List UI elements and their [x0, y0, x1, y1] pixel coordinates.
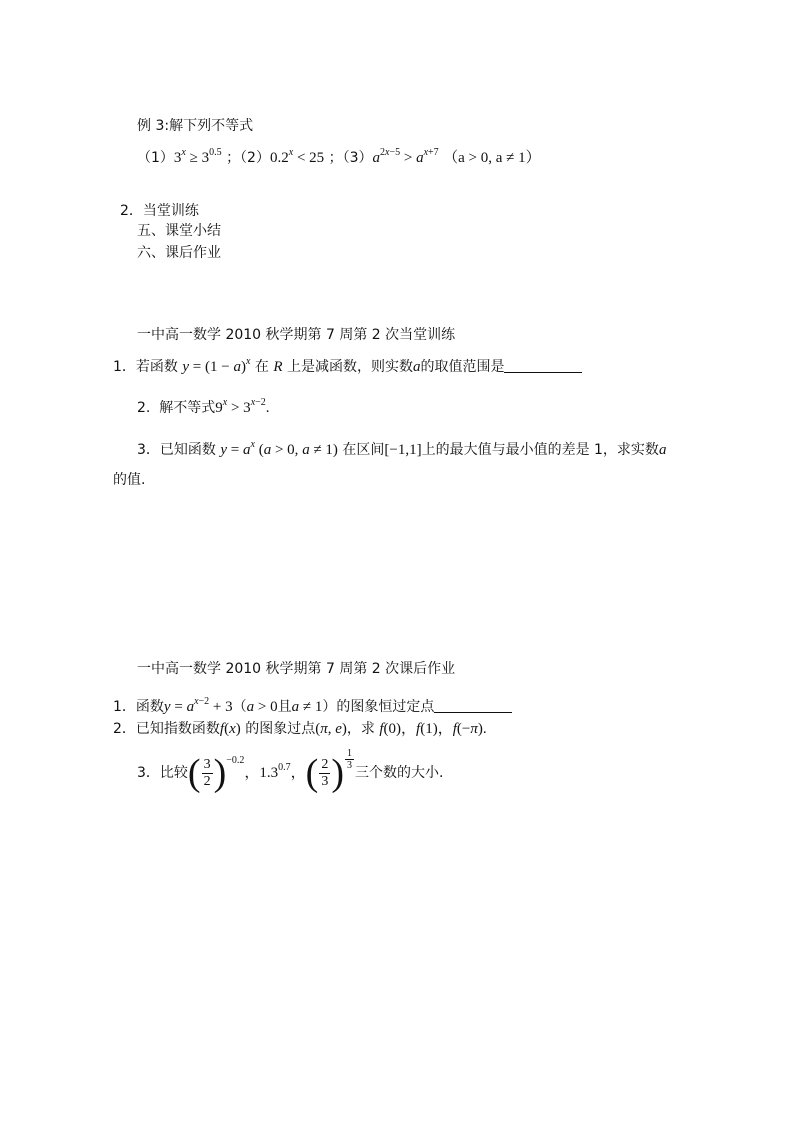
problem-1-label: （1） — [137, 150, 174, 166]
training-question-3 — [137, 440, 666, 460]
question-text: 在 — [254, 359, 269, 375]
question-number: 2. — [137, 400, 151, 416]
question-text: （ — [232, 699, 247, 715]
inequality-formula: $9^x > 3^{x-2}$. — [215, 397, 270, 416]
left-paren: ( — [187, 752, 201, 794]
question-text: 若函数 — [135, 359, 178, 375]
problem-3-formula: $a^{2x-5} > a^{x+7}$ — [372, 147, 439, 166]
left-paren: ( — [305, 752, 319, 794]
var-a: a — [412, 359, 421, 375]
function-formula: f(x) — [219, 721, 241, 737]
question-number: 3． — [137, 765, 160, 781]
problem-2-formula: $0.2^x < 25$ — [269, 147, 325, 166]
number-formula: ，$1.3^{0.7}$， — [244, 762, 306, 781]
question-text: ，求 — [346, 721, 375, 737]
function-formula: $y = a^x$ (a > 0, a ≠ 1) — [220, 439, 338, 458]
answer-blank[interactable] — [434, 698, 512, 713]
answer-blank[interactable] — [504, 358, 582, 373]
question-text: 的取值范围是 — [420, 359, 505, 375]
example-3-title: 例 3:解下列不等式 — [137, 118, 254, 134]
fraction-2-over-3: $\frac{2}{3}$ — [321, 756, 329, 789]
homework-question-1 — [113, 697, 512, 717]
right-paren: ) — [331, 752, 344, 794]
section-summary: 五、课堂小结 — [137, 223, 221, 239]
question-text: 的图象过点 — [245, 721, 316, 737]
fraction-3-over-2: $\frac{3}{2}$ — [203, 756, 211, 789]
exponent: −0.2 — [226, 755, 245, 766]
training-question-1 — [113, 357, 582, 377]
question-text: 已知函数 — [159, 442, 216, 458]
homework-question-2 — [113, 719, 487, 739]
function-formula: $y = a^{x-2} + 3$ — [163, 696, 233, 715]
value-formula: f(0)，f(1)，f(−π). — [379, 721, 487, 737]
question-number: 3． — [137, 442, 160, 458]
question-text: 上的最大值与最小值的差是 1，求实数 — [421, 442, 659, 458]
problem-2-label: ；（2） — [226, 150, 270, 166]
section-homework: 六、课后作业 — [137, 245, 221, 261]
question-number: 1． — [113, 699, 136, 715]
training-question-2 — [137, 398, 270, 418]
exponent-one-third: $\frac{1}{3}$ — [346, 747, 352, 771]
problem-1-formula: $3^x \ge 3^{0.5}$ — [173, 147, 222, 166]
point-formula: (π, e) — [315, 721, 347, 737]
question-text: 已知指数函数 — [135, 721, 220, 737]
condition-formula: a ≠ 1 — [291, 699, 323, 715]
question-text: 解不等式 — [159, 400, 216, 416]
question-text: 比较 — [159, 765, 188, 781]
question-text: 在区间 — [342, 442, 385, 458]
right-paren: ) — [213, 752, 227, 794]
homework-question-3 — [137, 748, 443, 802]
question-text: 三个数的大小. — [354, 765, 444, 781]
var-a: a — [658, 442, 667, 458]
question-text: 函数 — [135, 699, 164, 715]
question-text: 上是减函数，则实数 — [286, 359, 413, 375]
question-number: 1． — [113, 359, 136, 375]
set-r: R — [273, 359, 283, 375]
training-question-3-cont: 的值. — [113, 472, 146, 488]
training-heading: 一中高一数学 2010 秋学期第 7 周第 2 次当堂训练 — [137, 327, 456, 343]
example-3-problems — [137, 148, 541, 168]
problem-3-label: ；（3） — [328, 150, 373, 166]
question-number: 2． — [113, 721, 136, 737]
problem-3-condition: （a > 0, a ≠ 1） — [443, 150, 541, 166]
condition-formula: a > 0 — [246, 699, 278, 715]
question-text: ）的图象恒过定点 — [322, 699, 435, 715]
question-text: 且 — [277, 699, 292, 715]
section-classroom-training: 2．当堂训练 — [120, 203, 199, 219]
homework-heading: 一中高一数学 2010 秋学期第 7 周第 2 次课后作业 — [137, 661, 456, 677]
function-formula: $y = (1 - a)^x$ — [182, 356, 251, 375]
interval-formula: [−1,1] — [384, 442, 422, 458]
